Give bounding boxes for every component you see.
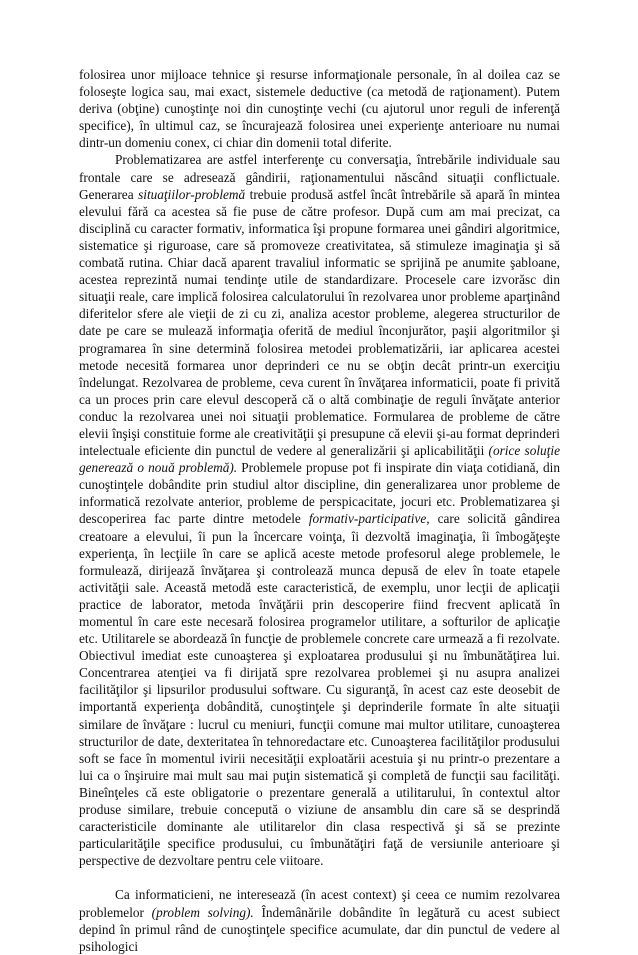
paragraph-1 — [79, 66, 560, 151]
italic-term: (orice soluţie generează o nouă problemă). — [79, 443, 560, 476]
paragraph-2 — [79, 151, 560, 869]
paragraph-3 — [79, 886, 560, 954]
text-segment: care solicită gândirea creatoare a elevului, îi pun la încercare voinţa, îi dezvoltă imaginaţia, îi îmbogăţeşte experienţa, în lecţiile în care se aplică aceste metode profesorul alege problemele, le formulează, dirijează învăţarea şi controlează munca depusă de elev în toate etapele activităţii sale. Această metodă este caracteristică, de exemplu, unor lecţii de aplicaţii practice de laborator, metoda învăţării prin descoperire fiind frecvent aplicată în momentul în care este necesară folosirea programelor utilitare, a softurilor de aplicaţie etc. Utilitarele se abordează în funcţie de problemele concrete care urmează a fi rezolvate. Obiectivul imediat este cunoaşterea şi exploatarea produsului şi nu îmbunătăţirea lui. Concentrarea atenţiei va fi dirijată spre rezolvarea problemei şi nu asupra analizei facilităţilor şi lipsurilor produsului software. Cu siguranţă, în acest caz este deosebit de importantă experienţa dobândită, cunoştinţele şi deprinderile formate în alte situaţii similare de învăţare : lucrul cu meniuri, funcţii comune mai multor utilitare, cunoaşterea structurilor de date, dexteritatea în tehnoredactare etc. Cunoaşterea facilităţilor produsului soft se face în momentul ivirii necesităţii exploatării acestuia şi nu printr-o prezentare a lui ca o înşiruire mai mult sau mai puţin sistematică şi completă de funcţii sau facilităţi. Bineînţeles că este obligatorie o prezentare generală a utilitarului, în contextul altor produse similare, trebuie concepută o viziune de ansamblu din care să se desprindă caracteristicile dominante ale utilitarelor din clasa respectivă şi să se prezinte particularităţile specifice produsului, cu îmbunătăţiri faţă de versiunile anterioare şi perspective de dezvoltare pentru cele viitoare. — [79, 511, 560, 869]
text-segment: Ca informaticieni, ne interesează (în acest context) şi ceea ce numim rezolvarea problemelor — [79, 887, 560, 920]
text-segment: trebuie produsă astfel încât întrebările să apară în mintea elevului fără ca acestea să fie puse de către profesor. După cum am mai precizat, ca disciplină cu caracter formativ, informatica îşi propune formarea unei gândiri algoritmice, sistematice şi riguroase, care să promoveze creativitatea, să stimuleze imaginaţia şi să combată rutina. Chiar dacă aparent travaliul informatic se sprijină pe anumite şabloane, acestea reprezintă numai tendinţe utile de standardizare. Procesele care izvorăsc din situaţii reale, care implică folosirea calculatorului în rezolvarea unor probleme aparţinând diferitelor sfere ale vieţii de zi cu zi, analiza acestor probleme, alegerea structurilor de date pe care se mulează informaţia oferită de mediul înconjurător, paşii algoritmilor şi programarea în sine determină folosirea metodei problematizării, iar aplicarea acestei metode necesită formarea unor deprinderi ce nu se obţin decât printr-un exerciţiu îndelungat. Rezolvarea de probleme, ceva curent în învăţarea informaticii, poate fi privită ca un proces prin care elevul descoperă că o altă combinaţie de reguli învăţate anterior conduc la rezolvarea unei noi situaţii problematice. Formularea de probleme de către elevii înşişi constituie forme ale creativităţii şi presupune că elevii şi-au format deprinderi intelectuale eficiente din punctul de vedere al generalizării şi aplicabilităţii — [79, 186, 560, 459]
text-segment: Problematizarea are astfel interferenţe cu conversaţia, întrebările individuale sau frontale care se adresează gândirii, raţionamentului născând situaţii conflictuale. Generarea — [79, 152, 560, 202]
italic-term: situaţiilor-problemă — [138, 186, 246, 202]
text-segment: Îndemânările dobândite în legătură cu acest subiect depind în primul rând de cunoştinţele specifice acumulate, dar din punctul de vedere al psihologici — [79, 904, 561, 954]
italic-term: formativ-participative, — [308, 511, 430, 527]
document-page — [79, 66, 560, 955]
text-segment: Problemele propuse pot fi inspirate din viaţa cotidiană, din cunoştinţele dobândite prin studiul altor discipline, din generalizarea unor probleme de informatică rezolvate anterior, probleme de perspicacitate, jocuri etc. Problematizarea şi descoperirea fac parte dintre metodele — [79, 460, 560, 527]
italic-term: (problem solving). — [151, 904, 254, 920]
text-segment: folosirea unor mijloace tehnice şi resurse informaţionale personale, în al doilea caz se foloseşte logica sau, mai exact, sistemele deductive (ca metodă de raţionament). Putem deriva (obţine) cunoştinţe noi din cunoştinţe vechi (cu ajutorul unor reguli de inferenţă specifice), în ultimul caz, se încurajează folosirea unei experienţe anterioare nu numai dintr-un domeniu conex, ci chiar din domenii total diferite. — [79, 67, 560, 151]
